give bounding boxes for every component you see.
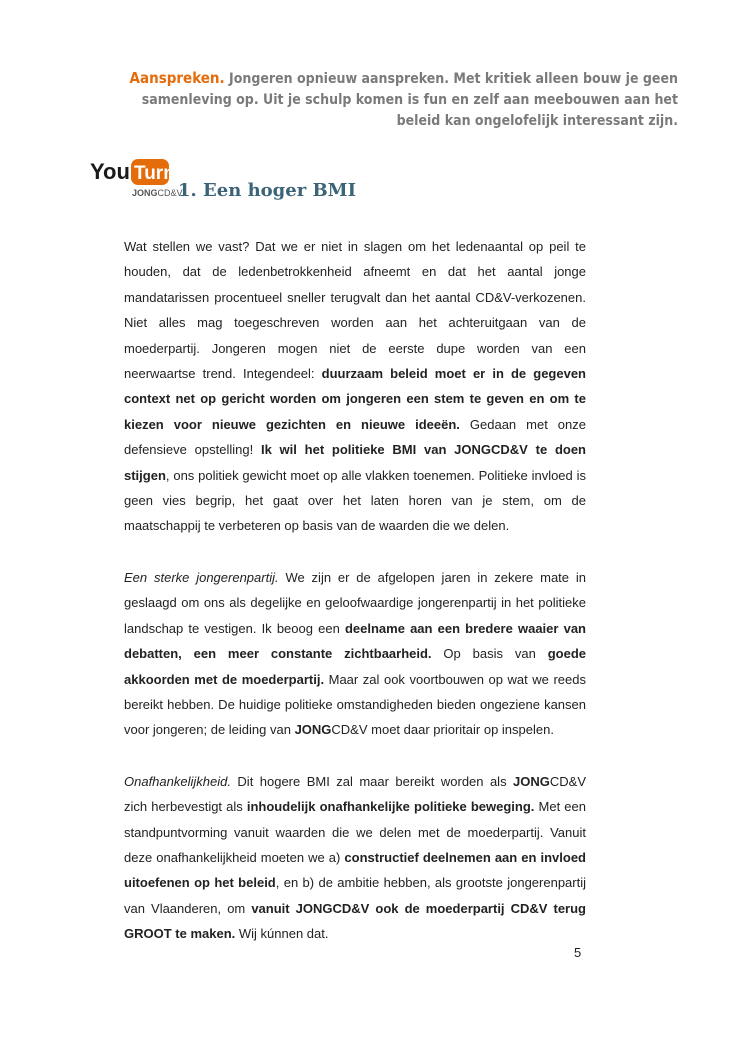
text-span: We zijn er de afgelopen jaren in zekere mate in geslaagd om ons als degelijke en geloofwaardige jongerenpartij in het politieke landschap te vestigen. Ik beoog een — [124, 569, 586, 636]
bold-span: inhoudelijk onafhankelijke politieke beweging. — [246, 799, 535, 815]
running-header — [100, 68, 678, 132]
bold-span: Ik wil het politieke BMI van JONGCD&V te doen stijgen — [124, 442, 586, 483]
paragraph-sterke-jongerenpartij — [124, 565, 586, 743]
bold-span: goede akkoorden met de moederpartij. — [124, 646, 586, 687]
text-span: CD&V moet daar prioritair op inspelen. — [331, 722, 554, 738]
bold-span: deelname aan een bredere waaier van debatten, een meer constante zichtbaarheid. — [124, 620, 586, 662]
paragraph-onafhankelijkheid — [124, 769, 586, 947]
text-span: Met een standpuntvorming vanuit waarden die we delen met de moederpartij. Vanuit deze onafhankelijkheid moeten we a) — [124, 799, 586, 865]
header-accent: Aanspreken. — [129, 69, 225, 87]
text-span: , ons politiek gewicht moet op alle vlakken toenemen. Politieke invloed is geen vies begrip, het gaat over het laten horen van je stem, om de maatschappij te verbeteren op basis van de waarden die we delen. — [124, 467, 586, 534]
youturn-logo-graphic — [88, 154, 183, 200]
text-span: Gedaan met onze defensieve opstelling! — [124, 416, 586, 458]
text-span: Wij kúnnen dat. — [235, 926, 329, 942]
logo-sub — [132, 188, 183, 198]
header-text: Jongeren opnieuw aanspreken. Met kritiek alleen bouw je geen samenleving op. Uit je schulp komen is fun en zelf aan meebouwen aan het beleid kan ongelofelijk interessant zijn. — [141, 71, 678, 129]
bold-span: vanuit JONGCD&V ook de moederpartij CD&V terug GROOT te maken. — [124, 900, 586, 942]
logo-sub-bold: JONG — [132, 188, 158, 198]
logo-sub-rest: CD&V — [157, 188, 183, 198]
youturn-logo — [88, 154, 183, 200]
paragraph-vaststelling — [124, 234, 586, 539]
italic-lead: Een sterke jongerenpartij. — [124, 569, 279, 585]
text-span: Maar zal ook voortbouwen op wat we reeds bereikt hebben. De huidige politieke omstandigheden bieden ongeziene kansen voor jongeren; de leiding van — [124, 671, 586, 738]
text-span: Dit hogere BMI zal maar bereikt worden als — [230, 773, 514, 789]
logo-you: You — [90, 159, 130, 184]
italic-lead: Onafhankelijkheid. — [124, 773, 231, 789]
page-number: 5 — [574, 945, 582, 960]
text-span: CD&V zich herbevestigt als — [124, 773, 586, 815]
chapter-title: 1. Een hoger BMI — [178, 180, 357, 201]
bold-span: JONG — [513, 773, 550, 789]
bold-span: JONG — [294, 722, 332, 738]
bold-span: constructief deelnemen aan en invloed uitoefenen op het beleid — [124, 849, 586, 891]
body-text — [124, 234, 586, 973]
text-span: Wat stellen we vast? Dat we er niet in slagen om het ledenaantal op peil te houden, dat de ledenbetrokkenheid afneemt en dat het aantal jonge mandatarissen procentueel sneller terugvalt dan het aantal CD&V-verkozenen. Niet alles mag toegeschreven worden aan het achteruitgaan van de moederpartij. Jongeren mogen niet de eerste dupe worden van een neerwaartse trend. Integendeel: — [124, 239, 586, 382]
text-span: , en b) de ambitie hebben, als grootste jongerenpartij van Vlaanderen, om — [124, 875, 587, 916]
bold-span: duurzaam beleid moet er in de gegeven context net op gericht worden om jongeren een stem te geven en om te kiezen voor nieuwe gezichten en nieuwe ideeën. — [124, 366, 586, 432]
text-span: Op basis van — [431, 646, 548, 662]
logo-turn: Turn — [134, 163, 175, 184]
